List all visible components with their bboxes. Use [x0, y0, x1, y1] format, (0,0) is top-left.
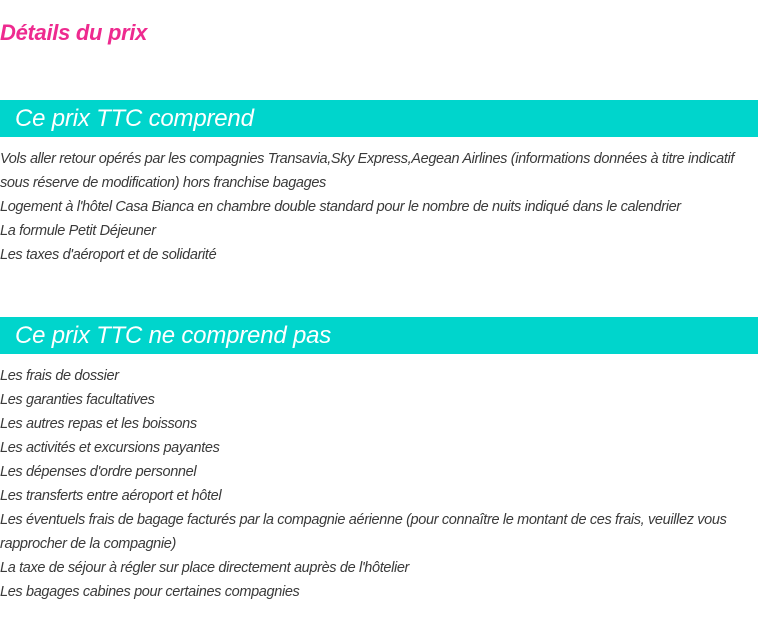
page-title: Détails du prix — [0, 20, 148, 45]
list-item: Les autres repas et les boissons — [0, 416, 197, 432]
list-item: Vols aller retour opérés par les compagnies Transavia,Sky Express,Aegean Airlines (informations données à titre indicatif sous réserve de modification) hors franchise bagages — [0, 151, 735, 191]
list-item: La formule Petit Déjeuner — [0, 223, 156, 239]
included-section-heading: Ce prix TTC comprend — [0, 100, 758, 137]
list-item: Les transferts entre aéroport et hôtel — [0, 488, 222, 504]
list-item: Les frais de dossier — [0, 368, 119, 384]
list-item: Les garanties facultatives — [0, 392, 155, 408]
list-item: La taxe de séjour à régler sur place directement auprès de l'hôtelier — [0, 560, 410, 576]
list-item: Logement à l'hôtel Casa Bianca en chambre double standard pour le nombre de nuits indiqué dans le calendrier — [0, 199, 681, 215]
list-item: Les taxes d'aéroport et de solidarité — [0, 247, 217, 263]
excluded-section-heading: Ce prix TTC ne comprend pas — [0, 317, 758, 354]
list-item: Les activités et excursions payantes — [0, 440, 220, 456]
list-item: Les bagages cabines pour certaines compagnies — [0, 584, 300, 600]
excluded-list — [0, 364, 758, 604]
included-list — [0, 147, 758, 267]
list-item: Les dépenses d'ordre personnel — [0, 464, 197, 480]
list-item: Les éventuels frais de bagage facturés par la compagnie aérienne (pour connaître le montant de ces frais, veuillez vous rapprocher de la compagnie) — [0, 512, 727, 552]
